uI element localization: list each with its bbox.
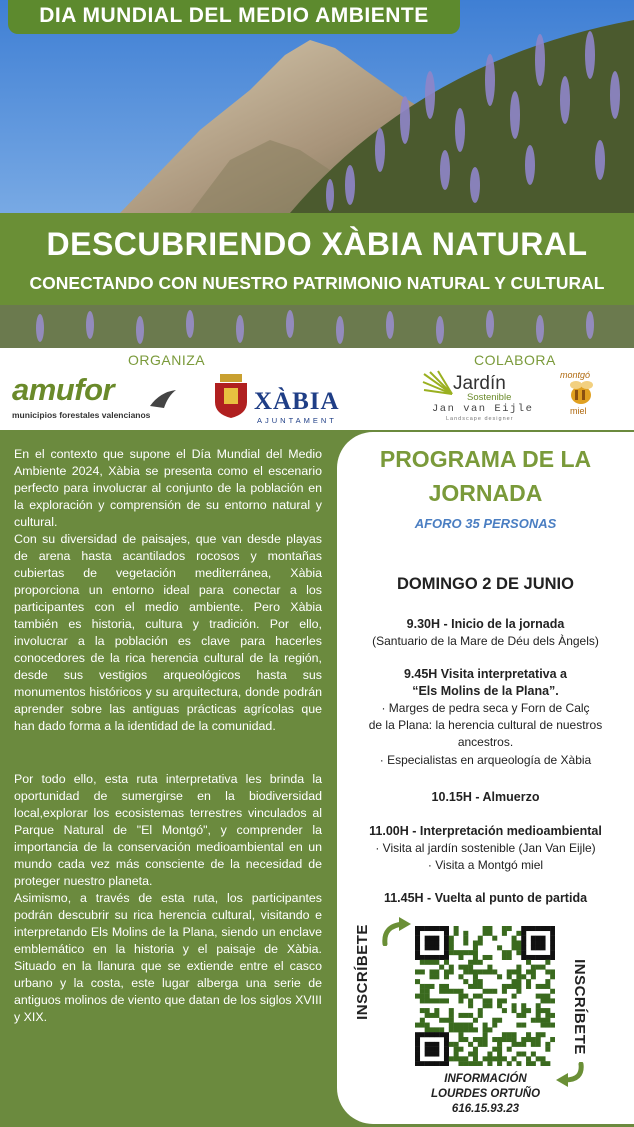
paragraph-3: Por todo ello, esta ruta interpretativa les brinda la oportunidad de sumergirse en la biodiversidad local,explorar los ecosistemas terrestres vinculados al Parque Natural de "El Montgó", y comprender la importancia de la conservación medioambiental en un mundo cada vez más consciente de la necesidad de proteger nuestro planeta. — [14, 772, 322, 888]
bird-icon — [150, 388, 178, 410]
info-name: LOURDES ORTUÑO — [430, 1088, 541, 1100]
item-1-text: - Inicio de la jornada — [440, 617, 565, 631]
item-2-line2: “Els Molins de la Plana”. — [412, 684, 559, 698]
miel-label: miel — [570, 406, 587, 416]
arrow-right-icon — [379, 916, 415, 946]
montgo-label: montgó — [560, 370, 591, 380]
program-card — [337, 432, 634, 1124]
item-2-sub3: ancestros. — [457, 735, 514, 749]
item-3: 10.15H - Almuerzo — [431, 790, 540, 804]
sostenible-label: Sostenible — [467, 392, 512, 403]
xabia-logo: XÀBIA — [254, 388, 340, 415]
organiza-label: ORGANIZA — [128, 352, 206, 368]
main-title: DESCUBRIENDO XÀBIA NATURAL — [46, 226, 588, 262]
item-2-sub1: · Marges de pedra seca y Forn de Calç — [381, 701, 590, 715]
info-label: INFORMACIÓN — [444, 1073, 527, 1085]
inscribete-right: INSCRÍBETE — [571, 959, 588, 1055]
amufor-logo: amufor — [12, 372, 115, 407]
item-1-time: 9.30H — [406, 617, 440, 631]
subtitle: CONECTANDO CON NUESTRO PATRIMONIO NATURAL Y CULTURAL — [29, 273, 605, 293]
hero-photo — [0, 0, 634, 348]
day-heading: DOMINGO 2 DE JUNIO — [397, 575, 574, 593]
aforo-label: AFORO 35 PERSONAS — [414, 516, 557, 531]
program-title-line2: JORNADA — [428, 480, 543, 506]
bee-icon — [566, 380, 596, 406]
xabia-shield-icon — [212, 374, 250, 418]
paragraph-4: Asimismo, a través de esta ruta, los participantes podrán descubrir su rica herencia cultural, visitando e interpretando Els Molins de la Plana, siendo un enclave emblemático en la historia y el paisaje de Xàbia. Situado en la llanura que se extiende entre el casco urbano y la costa, este lugar alberga una serie de antiguos molinos de viento que datan de los siglos XVIII y XIX. — [14, 891, 322, 1024]
palm-leaf-icon — [422, 370, 454, 396]
paragraph-2: Con su diversidad de paisajes, que van desde playas de arena hasta acantilados rocosos y montañas cubiertas de vegetación mediterránea, Xàbia proporciona un entorno ideal para conectar a los participantes con el medio ambiente. Pero Xàbia también es historia, cultura y tradición. Por ello, involucrar a la población es clave para hacerles conocedores de la rica herencia cultural de la región, desde sus vestigios arqueológicos hasta sus monumentos históricos y su arquitectura, donde podrán aprender sobre las antiguas prácticas agrícolas que han dado forma a la identidad de la comunidad. — [14, 532, 322, 733]
item-4: 11.00H - Interpretación medioambiental — [369, 824, 602, 838]
title-banner — [0, 213, 634, 305]
jan-van-eijle-label: Jan van Eijle — [432, 403, 534, 415]
item-2-sub2: de la Plana: la herencia cultural de nuestros — [368, 718, 603, 732]
item-4-sub2: · Visita a Montgó miel — [427, 858, 544, 872]
qr-code[interactable] — [415, 926, 555, 1066]
item-5: 11.45H - Vuelta al punto de partida — [383, 891, 588, 905]
jardin-logo: Jardín — [453, 373, 506, 394]
item-1-sub: (Santuario de la Mare de Déu dels Àngels) — [372, 634, 599, 648]
program-title-line1: PROGRAMA DE LA — [379, 446, 592, 472]
item-4-sub1: · Visita al jardín sostenible (Jan Van Eijle) — [375, 841, 596, 855]
inscribete-left: INSCRÍBETE — [354, 924, 371, 1020]
ajuntament-label: AJUNTAMENT — [257, 416, 337, 425]
item-2-sub4: · Especialistas en arqueología de Xàbia — [379, 753, 592, 767]
landscape-label: Landscape designer — [446, 416, 514, 422]
info-phone[interactable]: 616.15.93.23 — [451, 1103, 520, 1115]
colabora-label: COLABORA — [474, 352, 556, 368]
item-2-line1: 9.45H Visita interpretativa a — [403, 667, 568, 681]
sponsors-bar — [0, 348, 634, 430]
amufor-subtitle: municipios forestales valencianos — [12, 410, 151, 420]
top-title: DIA MUNDIAL DEL MEDIO AMBIENTE — [8, 0, 460, 34]
paragraph-1: En el contexto que supone el Día Mundial del Medio Ambiente 2024, Xàbia se presenta como el escenario perfecto para involucrar al conjunto de la población en la exploración y comprensión de su entorno natural y cultural. — [14, 447, 322, 529]
description-column — [0, 430, 336, 1127]
item-1 — [337, 616, 634, 633]
